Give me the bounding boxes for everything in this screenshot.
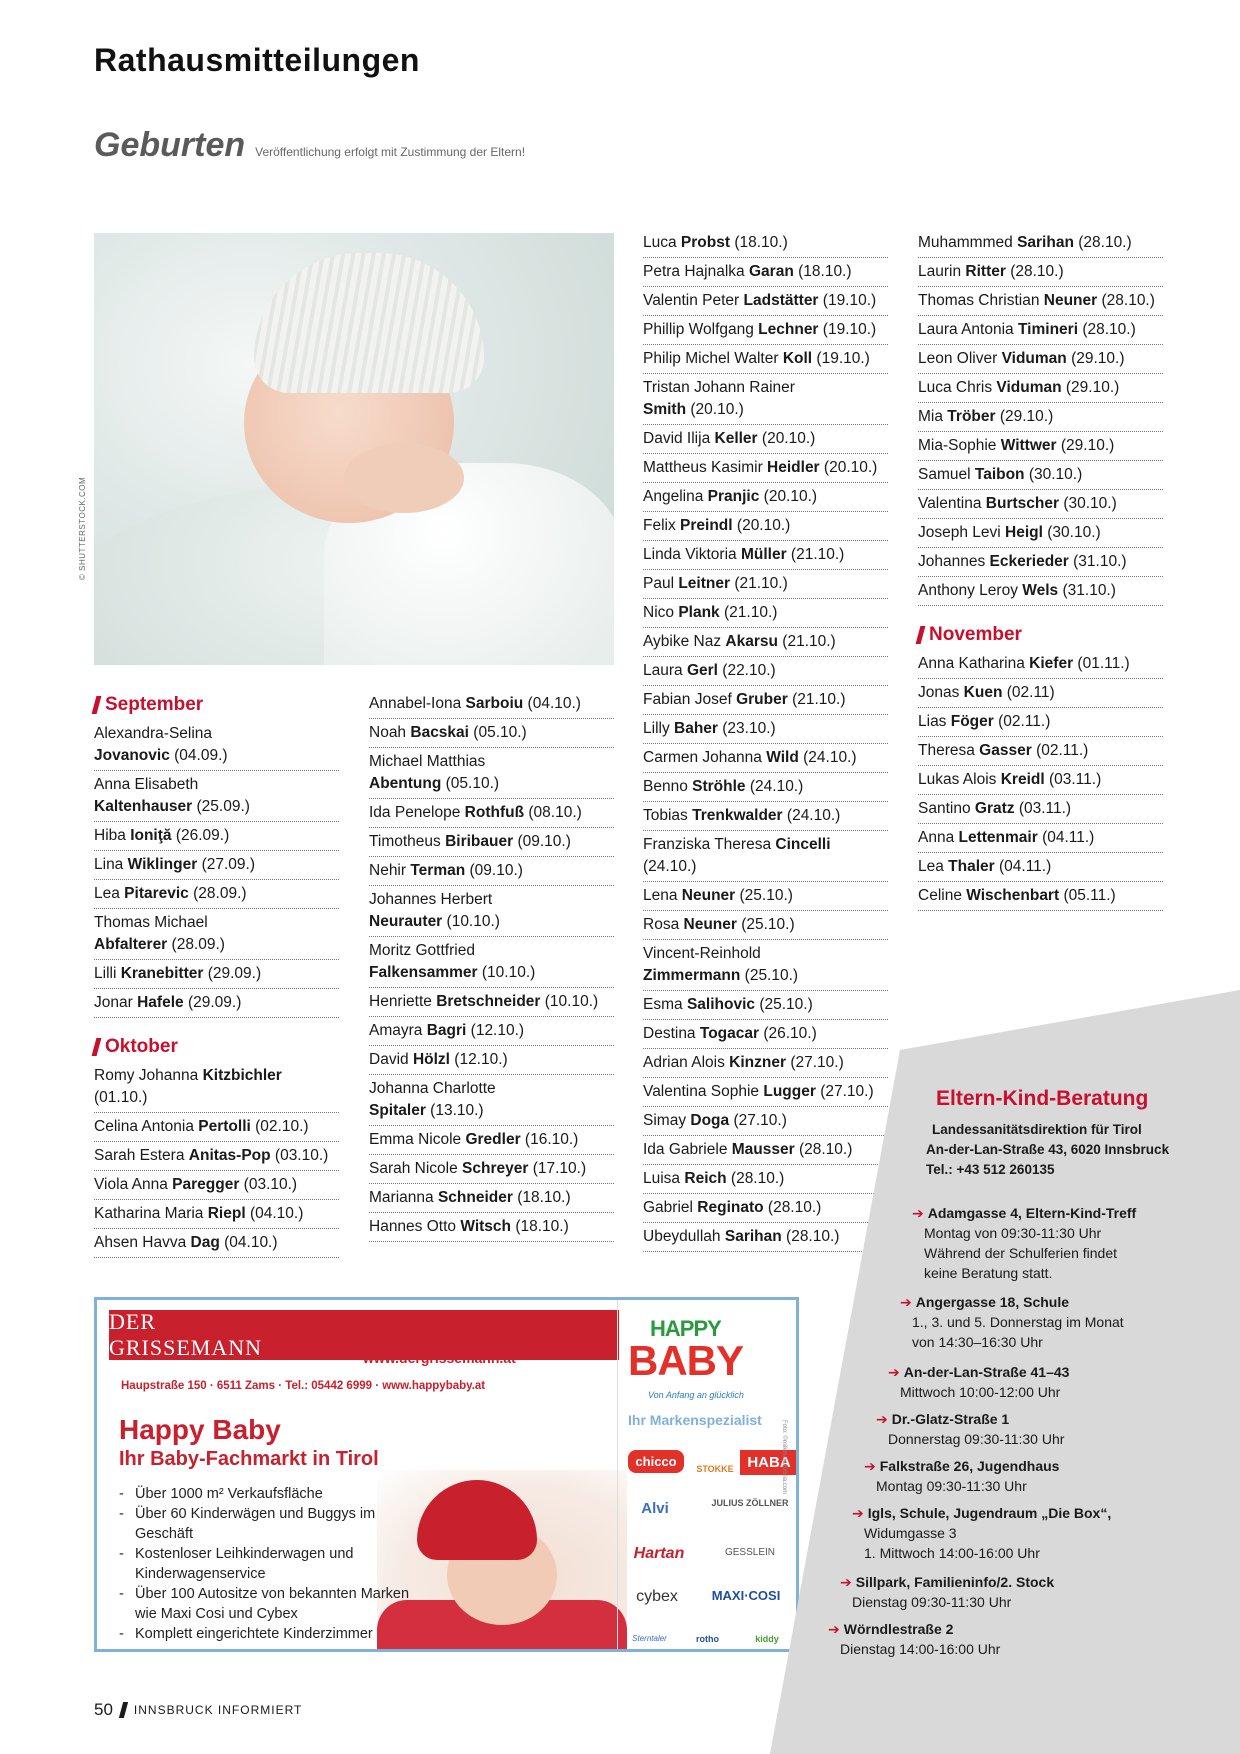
birth-entry: Anna Katharina Kiefer (01.11.) (918, 650, 1163, 679)
birth-entry: Angelina Pranjic (20.10.) (643, 483, 888, 512)
section-title: Geburten (94, 126, 246, 164)
birth-entry: Lena Neuner (25.10.) (643, 882, 888, 911)
birth-entry: Franziska Theresa Cincelli (24.10.) (643, 831, 888, 882)
birth-entry: Emma Nicole Gredler (16.10.) (369, 1126, 614, 1155)
births-column-3 (643, 229, 888, 1252)
birth-entry: Marianna Schneider (18.10.) (369, 1184, 614, 1213)
birth-entry: David Ilija Keller (20.10.) (643, 425, 888, 454)
birth-entry: Benno Ströhle (24.10.) (643, 773, 888, 802)
brand-haba: HABA (740, 1450, 798, 1475)
page-title: Rathausmitteilungen (94, 42, 420, 78)
feature-list (119, 1484, 419, 1644)
ekb-location: ➔ Wörndlestraße 2 Dienstag 14:00-16:00 Uhr (828, 1621, 1001, 1657)
birth-entry: Johannes Herbert Neurauter (10.10.) (369, 886, 614, 937)
specialist-label: Ihr Markenspezialist (628, 1412, 762, 1428)
birth-entry: Rosa Neuner (25.10.) (643, 911, 888, 940)
birth-entry: Lilly Baher (23.10.) (643, 715, 888, 744)
birth-entry: Nehir Terman (09.10.) (369, 857, 614, 886)
birth-entry: David Hölzl (12.10.) (369, 1046, 614, 1075)
birth-entry: Muhammmed Sarihan (28.10.) (918, 229, 1163, 258)
photo-credit: © SHUTTERSTOCK.COM (78, 476, 87, 580)
birth-entry: Lina Wiklinger (27.09.) (94, 851, 339, 880)
birth-entry: Theresa Gasser (02.11.) (918, 737, 1163, 766)
arrow-icon: ➔ (900, 1294, 912, 1310)
ekb-location: ➔ Dr.-Glatz-Straße 1 Donnerstag 09:30-11:30 Uhr (876, 1411, 1065, 1447)
birth-entry: Laurin Ritter (28.10.) (918, 258, 1163, 287)
brand-alvi: Alvi (641, 1500, 669, 1517)
ekb-location: ➔ Falkstraße 26, Jugendhaus Montag 09:30-11:30 Uhr (864, 1458, 1060, 1494)
ekb-location: ➔ Adamgasse 4, Eltern-Kind-Treff Montag von 09:30-11:30 Uhr Während der Schulferien findet keine Beratung statt. (912, 1205, 1137, 1281)
birth-entry: Lilli Kranebitter (29.09.) (94, 960, 339, 989)
birth-entry: Johannes Eckerieder (31.10.) (918, 548, 1163, 577)
birth-entry: Johanna Charlotte Spitaler (13.10.) (369, 1075, 614, 1126)
arrow-icon: ➔ (828, 1621, 840, 1637)
births-column-2 (369, 690, 614, 1242)
feature-item: - Über 100 Autositze von bekannten Marken wie Maxi Cosi und Cybex (119, 1584, 419, 1624)
birth-entry: Ida Penelope Rothfuß (08.10.) (369, 799, 614, 828)
ekb-contact: Landessanitätsdirektion für Tirol An-der-Lan-Straße 43, 6020 Innsbruck Tel.: +43 512 260135 (926, 1122, 1170, 1177)
ad-subtitle: Ihr Baby-Fachmarkt in Tirol (119, 1448, 379, 1470)
birth-entry: Alexandra-Selina Jovanovic (04.09.) (94, 720, 339, 771)
birth-entry: Anna Lettenmair (04.11.) (918, 824, 1163, 853)
birth-entry: Destina Togacar (26.10.) (643, 1020, 888, 1049)
ad-title: Happy Baby (119, 1414, 281, 1445)
birth-entry: Valentina Sophie Lugger (27.10.) (643, 1078, 888, 1107)
ekb-title: Eltern-Kind-Beratung (936, 1087, 1149, 1110)
birth-entry: Petra Hajnalka Garan (18.10.) (643, 258, 888, 287)
birth-entry: Moritz Gottfried Falkensammer (10.10.) (369, 937, 614, 988)
birth-entry: Adrian Alois Kinzner (27.10.) (643, 1049, 888, 1078)
birth-entry: Lias Föger (02.11.) (918, 708, 1163, 737)
section-header (94, 126, 525, 165)
birth-entry: Sarah Nicole Schreyer (17.10.) (369, 1155, 614, 1184)
birth-entry: Thomas Christian Neuner (28.10.) (918, 287, 1163, 316)
birth-entry: Celine Wischenbart (05.11.) (918, 882, 1163, 911)
birth-entry: Carmen Johanna Wild (24.10.) (643, 744, 888, 773)
births-column-4 (918, 229, 1163, 911)
birth-entry: Philip Michel Walter Koll (19.10.) (643, 345, 888, 374)
store-address: Haupstraße 150 · 6511 Zams · Tel.: 05442 6999 · www.happybaby.at (121, 1380, 486, 1392)
brand-hartan: Hartan (633, 1545, 685, 1562)
brand-rotho: rotho (696, 1634, 719, 1644)
store-name: DER GRISSEMANN (109, 1310, 309, 1360)
ekb-location: ➔ Sillpark, Familieninfo/2. Stock Dienstag 09:30-11:30 Uhr (840, 1574, 1055, 1610)
birth-entry: Lukas Alois Kreidl (03.11.) (918, 766, 1163, 795)
brand-sterntaler: Sterntaler (632, 1634, 667, 1643)
ad-photo-credit: Foto: ©milkmaid/fotolia.com (781, 1420, 787, 1495)
month-heading-oktober: Oktober (94, 1034, 339, 1060)
arrow-icon: ➔ (840, 1574, 852, 1590)
birth-entry: Amayra Bagri (12.10.) (369, 1017, 614, 1046)
birth-entry: Timotheus Biribauer (09.10.) (369, 828, 614, 857)
births-column-1 (94, 692, 339, 1258)
birth-entry: Sarah Estera Anitas-Pop (03.10.) (94, 1142, 339, 1171)
birth-entry: Romy Johanna Kitzbichler (01.10.) (94, 1062, 339, 1113)
birth-entry: Noah Bacskai (05.10.) (369, 719, 614, 748)
page-footer (94, 1700, 302, 1720)
birth-entry: Simay Doga (27.10.) (643, 1107, 888, 1136)
birth-entry: Felix Preindl (20.10.) (643, 512, 888, 541)
birth-entry: Hannes Otto Witsch (18.10.) (369, 1213, 614, 1242)
birth-entry: Mia-Sophie Wittwer (29.10.) (918, 432, 1163, 461)
birth-entry: Anthony Leroy Wels (31.10.) (918, 577, 1163, 606)
feature-item: - Kostenloser Leihkinderwagen und Kinderwagenservice (119, 1544, 419, 1584)
birth-entry: Anna Elisabeth Kaltenhauser (25.09.) (94, 771, 339, 822)
birth-entry: Luca Probst (18.10.) (643, 229, 888, 258)
birth-entry: Samuel Taibon (30.10.) (918, 461, 1163, 490)
birth-entry: Laura Antonia Timineri (28.10.) (918, 316, 1163, 345)
birth-entry: Jonas Kuen (02.11) (918, 679, 1163, 708)
birth-entry: Fabian Josef Gruber (21.10.) (643, 686, 888, 715)
brand-kiddy: kiddy (755, 1634, 779, 1644)
birth-entry: Thomas Michael Abfalterer (28.09.) (94, 909, 339, 960)
arrow-icon: ➔ (864, 1458, 876, 1474)
brand-panel (617, 1300, 799, 1652)
birth-entry: Luisa Reich (28.10.) (643, 1165, 888, 1194)
birth-entry: Michael Matthias Abentung (05.10.) (369, 748, 614, 799)
birth-entry: Hiba Ioniţă (26.09.) (94, 822, 339, 851)
month-heading-november: November (918, 622, 1163, 648)
birth-entry: Lea Pitarevic (28.09.) (94, 880, 339, 909)
brand-maxi-cosi: MAXI·COSI (711, 1588, 781, 1603)
birth-entry: Esma Salihovic (25.10.) (643, 991, 888, 1020)
arrow-icon: ➔ (888, 1364, 900, 1380)
feature-item: - Über 1000 m² Verkaufsfläche (119, 1484, 419, 1504)
section-note: Veröffentlichung erfolgt mit Zustimmung der Eltern! (255, 145, 526, 159)
birth-entry: Mattheus Kasimir Heidler (20.10.) (643, 454, 888, 483)
birth-entry: Aybike Naz Akarsu (21.10.) (643, 628, 888, 657)
birth-entry: Leon Oliver Viduman (29.10.) (918, 345, 1163, 374)
birth-entry: Nico Plank (21.10.) (643, 599, 888, 628)
feature-item: - Über 60 Kinderwägen und Buggys im Geschäft (119, 1504, 419, 1544)
birth-entry: Phillip Wolfgang Lechner (19.10.) (643, 316, 888, 345)
birth-entry: Tristan Johann Rainer Smith (20.10.) (643, 374, 888, 425)
birth-entry: Katharina Maria Riepl (04.10.) (94, 1200, 339, 1229)
birth-entry: Celina Antonia Pertolli (02.10.) (94, 1113, 339, 1142)
logo-tagline: Von Anfang an glücklich (648, 1390, 744, 1400)
birth-entry: Jonar Hafele (29.09.) (94, 989, 339, 1018)
birth-entry: Luca Chris Viduman (29.10.) (918, 374, 1163, 403)
birth-entry: Linda Viktoria Müller (21.10.) (643, 541, 888, 570)
birth-entry: Annabel-Iona Sarboiu (04.10.) (369, 690, 614, 719)
brand-chicco: chicco (628, 1450, 684, 1473)
store-url[interactable]: www.dergrissemann.at (363, 1350, 516, 1366)
page-number: 50 (94, 1700, 113, 1719)
ekb-location: ➔ Angergasse 18, Schule 1., 3. und 5. Donnerstag im Monat von 14:30–16:30 Uhr (900, 1294, 1124, 1350)
birth-entry: Santino Gratz (03.11.) (918, 795, 1163, 824)
birth-entry: Mia Tröber (29.10.) (918, 403, 1163, 432)
birth-entry: Ahsen Havva Dag (04.10.) (94, 1229, 339, 1258)
birth-entry: Ubeydullah Sarihan (28.10.) (643, 1223, 888, 1252)
ekb-location: ➔ Igls, Schule, Jugendraum „Die Box“, Widumgasse 3 1. Mittwoch 14:00-16:00 Uhr (852, 1505, 1112, 1561)
birth-entry: Laura Gerl (22.10.) (643, 657, 888, 686)
birth-entry: Vincent-Reinhold Zimmermann (25.10.) (643, 940, 888, 991)
birth-entry: Valentina Burtscher (30.10.) (918, 490, 1163, 519)
birth-entry: Ida Gabriele Mausser (28.10.) (643, 1136, 888, 1165)
birth-entry: Joseph Levi Heigl (30.10.) (918, 519, 1163, 548)
feature-item: - Komplett eingerichtete Kinderzimmer (119, 1624, 419, 1644)
birth-entry: Valentin Peter Ladstätter (19.10.) (643, 287, 888, 316)
birth-entry: Tobias Trenkwalder (24.10.) (643, 802, 888, 831)
month-heading-september: September (94, 692, 339, 718)
publication-name: INNSBRUCK INFORMIERT (133, 1703, 303, 1717)
birth-entry: Gabriel Reginato (28.10.) (643, 1194, 888, 1223)
brand-gesslein: GESSLEIN (724, 1547, 776, 1558)
baby-photo (94, 233, 614, 665)
birth-entry: Henriette Bretschneider (10.10.) (369, 988, 614, 1017)
brand-zoellner: JULIUS ZÖLLNER (711, 1498, 789, 1508)
birth-entry: Viola Anna Paregger (03.10.) (94, 1171, 339, 1200)
ekb-location: ➔ An-der-Lan-Straße 41–43 Mittwoch 10:00-12:00 Uhr (888, 1364, 1070, 1400)
happy-baby-logo: HAPPY BABY (628, 1316, 744, 1384)
brand-cybex: cybex (636, 1588, 678, 1605)
birth-entry: Lea Thaler (04.11.) (918, 853, 1163, 882)
advertisement[interactable] (94, 1297, 799, 1652)
arrow-icon: ➔ (852, 1505, 864, 1521)
birth-entry: Paul Leitner (21.10.) (643, 570, 888, 599)
arrow-icon: ➔ (876, 1411, 888, 1427)
brand-stokke: STOKKE (696, 1464, 734, 1474)
arrow-icon: ➔ (912, 1205, 924, 1221)
